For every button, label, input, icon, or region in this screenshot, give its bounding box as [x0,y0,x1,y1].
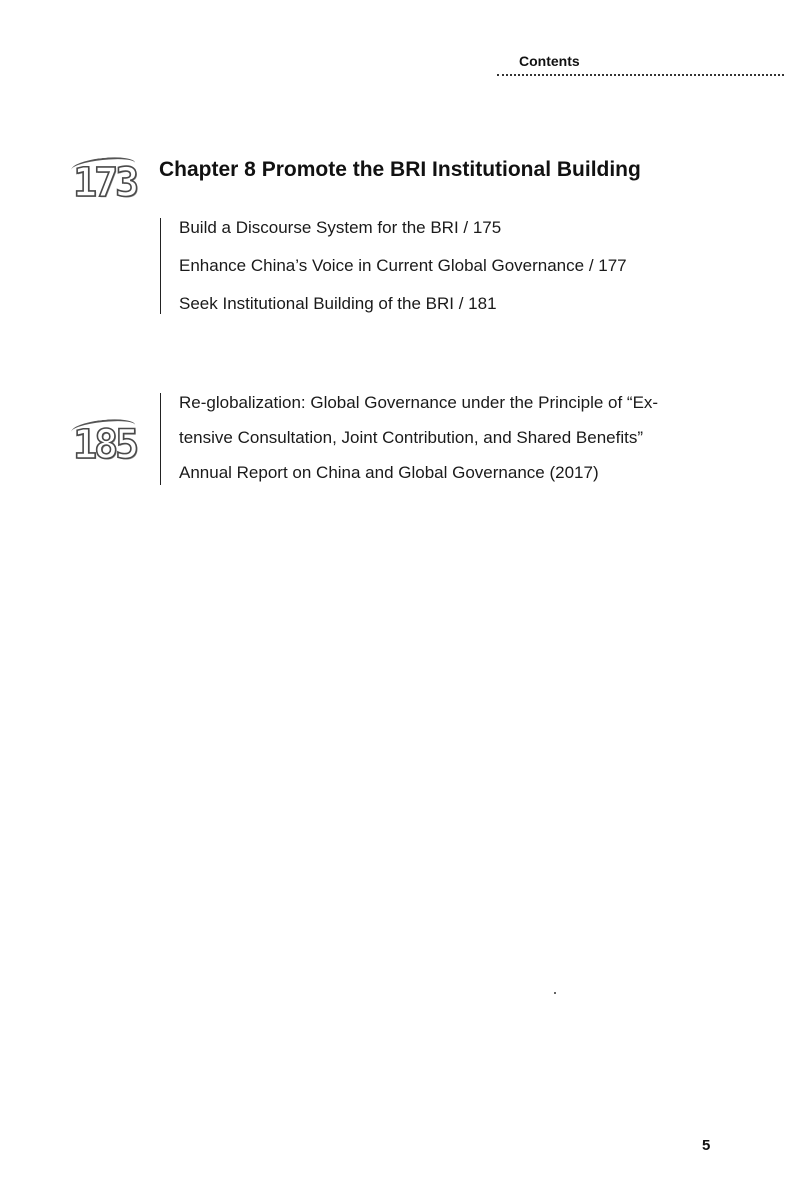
section-page-number-badge [73,160,137,206]
chapter-title: Chapter 8 Promote the BRI Institutional Building [159,158,641,181]
section-page-number-badge [73,422,137,468]
toc-entry: Re-globalization: Global Governance under the Principle of “Ex- [179,393,659,412]
header-dotted-rule [497,74,784,76]
toc-entry: Seek Institutional Building of the BRI / 181 [179,294,497,313]
scan-speck [554,992,556,994]
toc-entry: Annual Report on China and Global Governance (2017) [179,463,599,482]
section-divider-bar [160,218,161,314]
section-divider-bar [160,393,161,485]
section-page-number: 173 [73,160,137,206]
page-number: 5 [702,1137,711,1154]
header-label: Contents [519,53,580,69]
toc-entry: Build a Discourse System for the BRI / 175 [179,218,502,237]
toc-entry: Enhance China’s Voice in Current Global Governance / 177 [179,256,627,275]
section-page-number: 185 [73,422,137,468]
toc-entry: tensive Consultation, Joint Contribution, and Shared Benefits” [179,428,643,447]
